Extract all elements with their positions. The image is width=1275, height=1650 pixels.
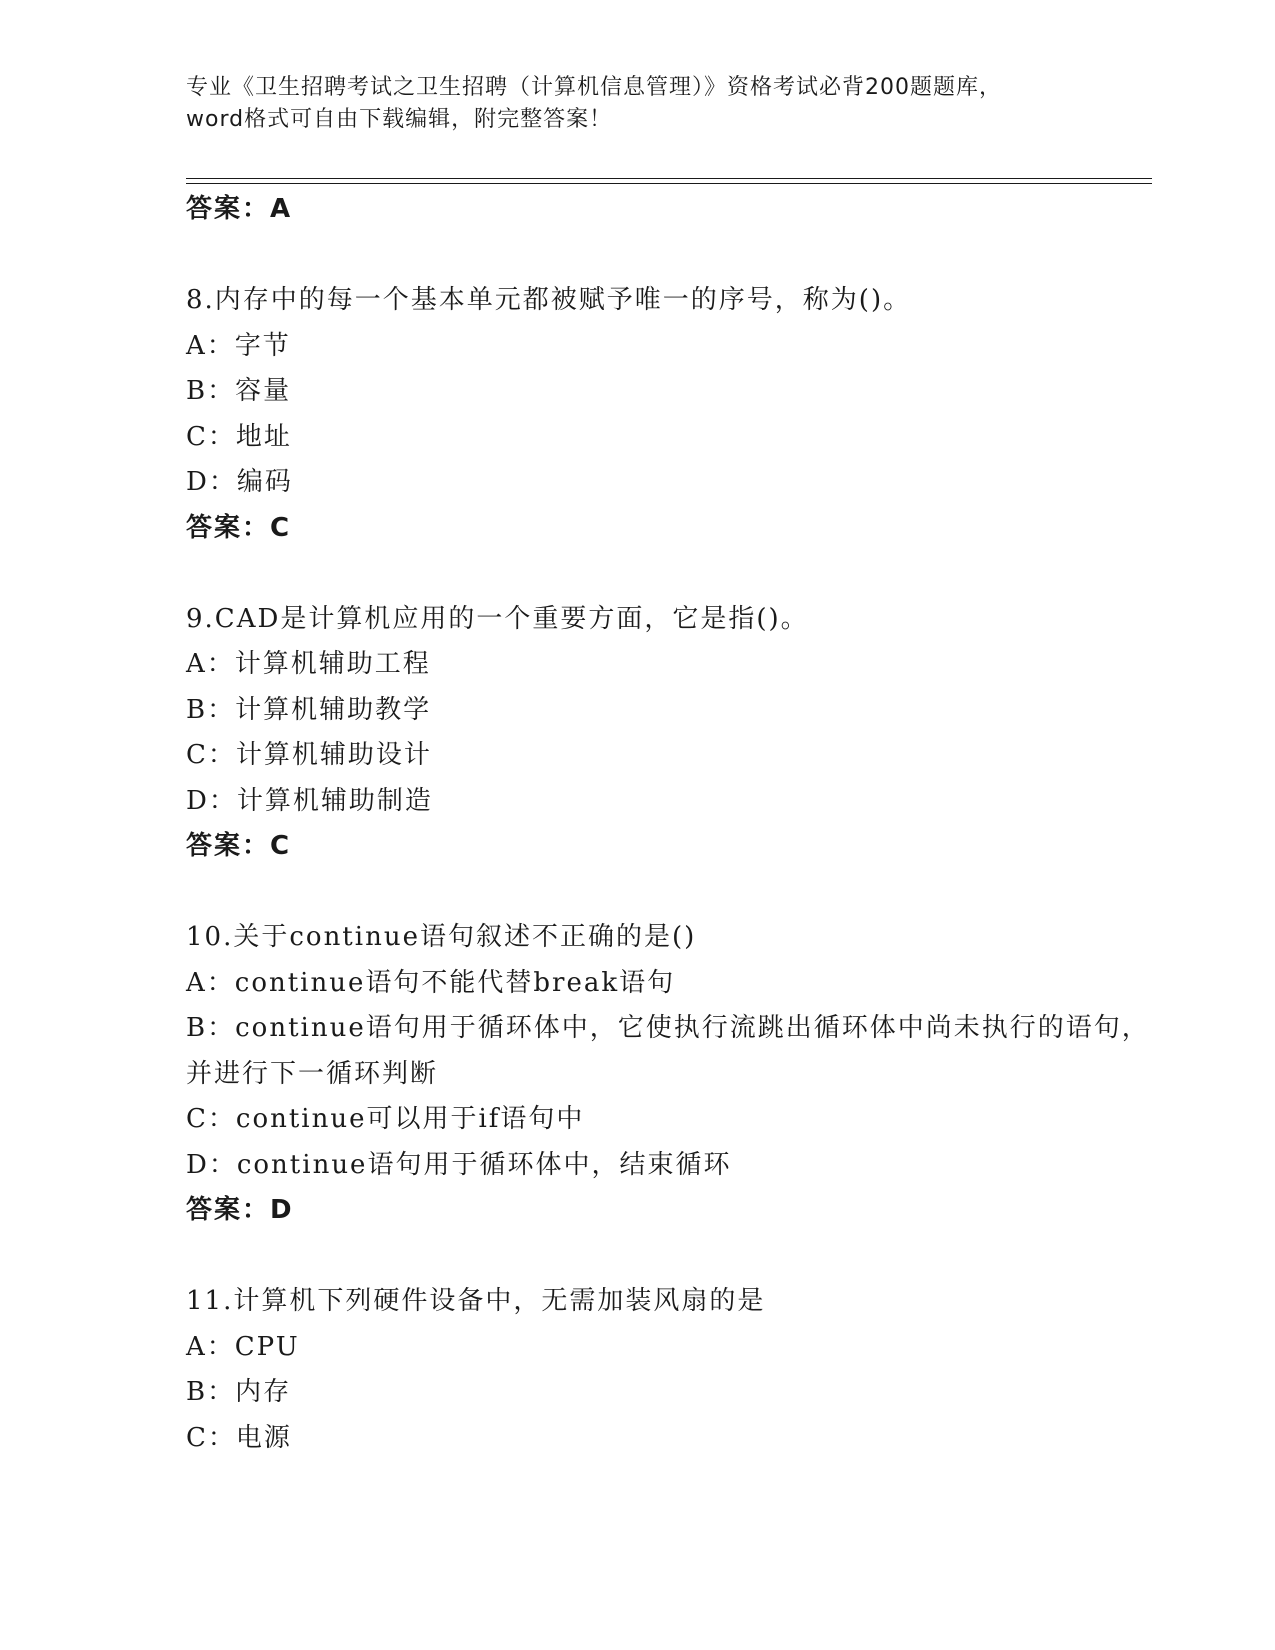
option-a: A：字节 xyxy=(186,330,291,361)
option-c: C：计算机辅助设计 xyxy=(186,740,432,770)
spacer xyxy=(186,233,1152,279)
question-list xyxy=(186,187,1152,1461)
option-b: B：continue语句用于循环体中，它使执行流跳出循环体中尚未执行的语句，并进行下一循环判断 xyxy=(186,1013,1150,1089)
spacer xyxy=(186,551,1152,597)
option-d: D：计算机辅助制造 xyxy=(186,785,433,816)
option-a: A：计算机辅助工程 xyxy=(186,649,431,679)
question-stem: 11.计算机下列硬件设备中，无需加装风扇的是 xyxy=(186,1286,766,1316)
option-c: C：电源 xyxy=(186,1422,292,1453)
question-stem: 10.关于continue语句叙述不正确的是() xyxy=(186,922,697,952)
answer-line: 答案：A xyxy=(186,194,293,224)
answer-line: 答案：C xyxy=(186,831,292,861)
question-9 xyxy=(186,597,1152,870)
header-line-2: word格式可自由下载编辑，附完整答案！ xyxy=(186,107,613,132)
option-d: D：continue语句用于循环体中，结束循环 xyxy=(186,1149,732,1180)
header-divider-bottom xyxy=(186,183,1152,184)
option-c: C：地址 xyxy=(186,421,292,452)
header-line-1: 专业《卫生招聘考试之卫生招聘（计算机信息管理）》资格考试必背200题题库， xyxy=(186,75,1002,100)
spacer xyxy=(186,1234,1152,1280)
header-divider-top xyxy=(186,178,1152,179)
document-header xyxy=(186,72,1086,136)
question-11 xyxy=(186,1279,1152,1461)
question-stem: 9.CAD是计算机应用的一个重要方面，它是指()。 xyxy=(186,603,809,634)
option-b: B：计算机辅助教学 xyxy=(186,694,432,725)
option-a: A：continue语句不能代替break语句 xyxy=(186,967,676,998)
question-8 xyxy=(186,278,1152,551)
option-b: B：内存 xyxy=(186,1377,292,1407)
answer-line: 答案：C xyxy=(186,512,292,543)
question-stem: 8.内存中的每一个基本单元都被赋予唯一的序号，称为()。 xyxy=(186,285,912,315)
question-10 xyxy=(186,915,1152,1234)
option-d: D：编码 xyxy=(186,467,293,497)
spacer xyxy=(186,870,1152,916)
option-c: C：continue可以用于if语句中 xyxy=(186,1104,585,1134)
answer-line: 答案：D xyxy=(186,1195,294,1225)
option-b: B：容量 xyxy=(186,376,292,406)
option-a: A：CPU xyxy=(186,1331,300,1362)
